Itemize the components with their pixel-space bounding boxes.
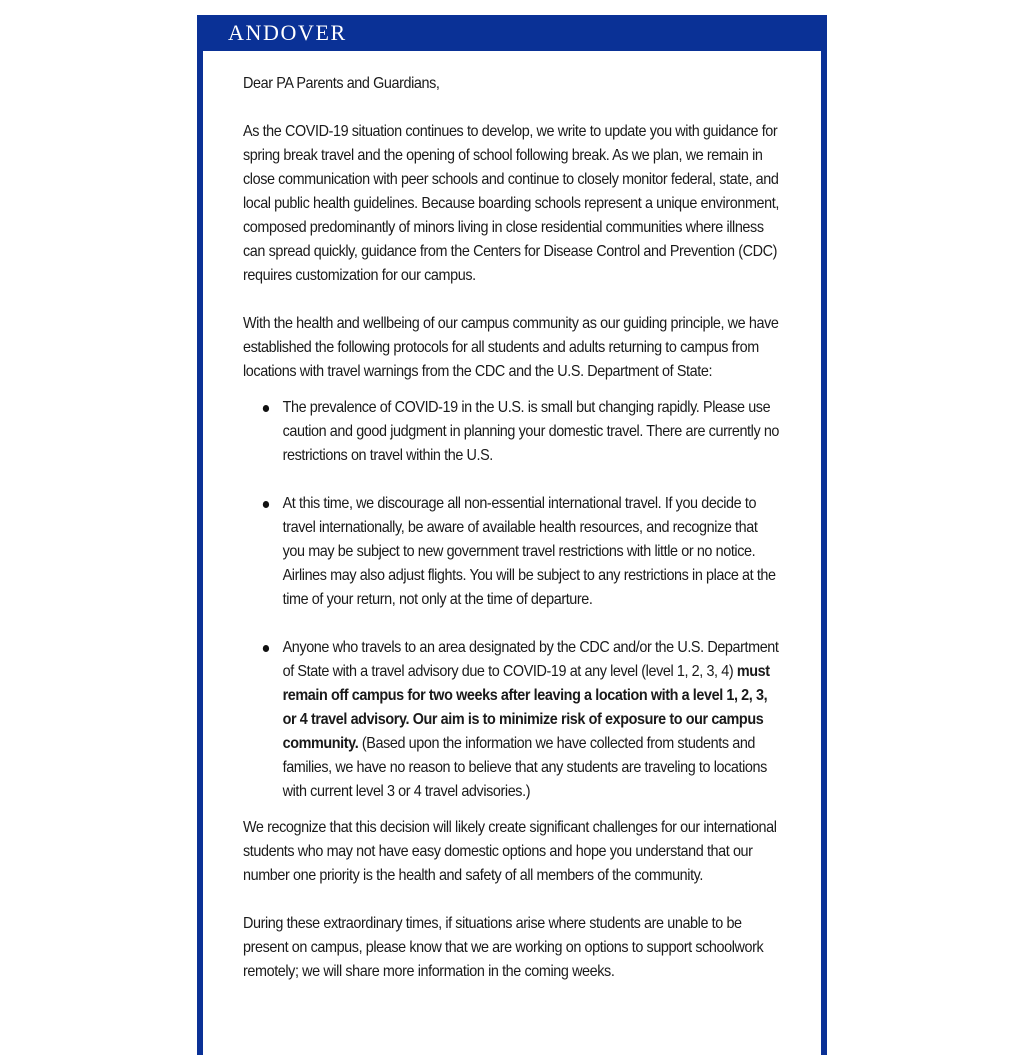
letter-text bbox=[243, 72, 780, 1008]
bullet-icon bbox=[263, 405, 269, 412]
paragraph-protocols: With the health and wellbeing of our campus community as our guiding principle, we have established the following protocols for all students and adults returning to campus from locations with travel warnings from the CDC and the U.S. Department of State: bbox=[243, 315, 779, 380]
andover-logo[interactable]: ANDOVER bbox=[228, 20, 347, 45]
list-item-text: At this time, we discourage all non-essential international travel. If you decide to travel internationally, be aware of available health resources, and recognize that you may be subject to new government travel restrictions with little or no notice. Airlines may also adjust flights. You will be subject to any restrictions in place at the time of your return, not only at the time of departure. bbox=[282, 495, 776, 608]
bullet-icon bbox=[263, 645, 269, 652]
list-item bbox=[243, 396, 783, 468]
paragraph-intro: As the COVID-19 situation continues to develop, we write to update you with guidance for spring break travel and the opening of school following break. As we plan, we remain in close communication with peer schools and continue to closely monitor federal, state, and local public health guidelines. Because boarding schools represent a unique environment, composed predominantly of minors living in close residential communities where illness can spread quickly, guidance from the Centers for Disease Control and Prevention (CDC) requires customization for our campus. bbox=[243, 123, 779, 284]
list-item bbox=[243, 636, 783, 804]
list-item-text-after: (Based upon the information we have collected from students and families, we have no reason to believe that any students are traveling to locations with current level 3 or 4 travel advisories.) bbox=[282, 735, 767, 800]
list-item bbox=[243, 492, 783, 612]
list-item-text-before: Anyone who travels to an area designated by the CDC and/or the U.S. Department of State with a travel advisory due to COVID-19 at any level (level 1, 2, 3, 4) bbox=[282, 639, 779, 680]
bullet-icon bbox=[263, 501, 269, 508]
greeting: Dear PA Parents and Guardians, bbox=[243, 75, 440, 92]
letter-body bbox=[203, 51, 821, 1055]
email-frame bbox=[197, 15, 827, 1055]
protocol-list bbox=[243, 396, 783, 804]
brand-header bbox=[197, 15, 827, 51]
paragraph-remote: During these extraordinary times, if situations arise where students are unable to be present on campus, please know that we are working on options to support schoolwork remotely; we will share more information in the coming weeks. bbox=[243, 915, 764, 980]
paragraph-international: We recognize that this decision will likely create significant challenges for our international students who may not have easy domestic options and hope you understand that our number one priority is the health and safety of all members of the community. bbox=[243, 819, 777, 884]
list-item-text-bold: must remain off campus for two weeks after leaving a location with a level 1, 2, 3, or 4 travel advisory. Our aim is to minimize risk of exposure to our campus community. bbox=[282, 663, 770, 752]
list-item-text: The prevalence of COVID-19 in the U.S. is small but changing rapidly. Please use caution and good judgment in planning your domestic travel. There are currently no restrictions on travel within the U.S. bbox=[282, 399, 780, 464]
